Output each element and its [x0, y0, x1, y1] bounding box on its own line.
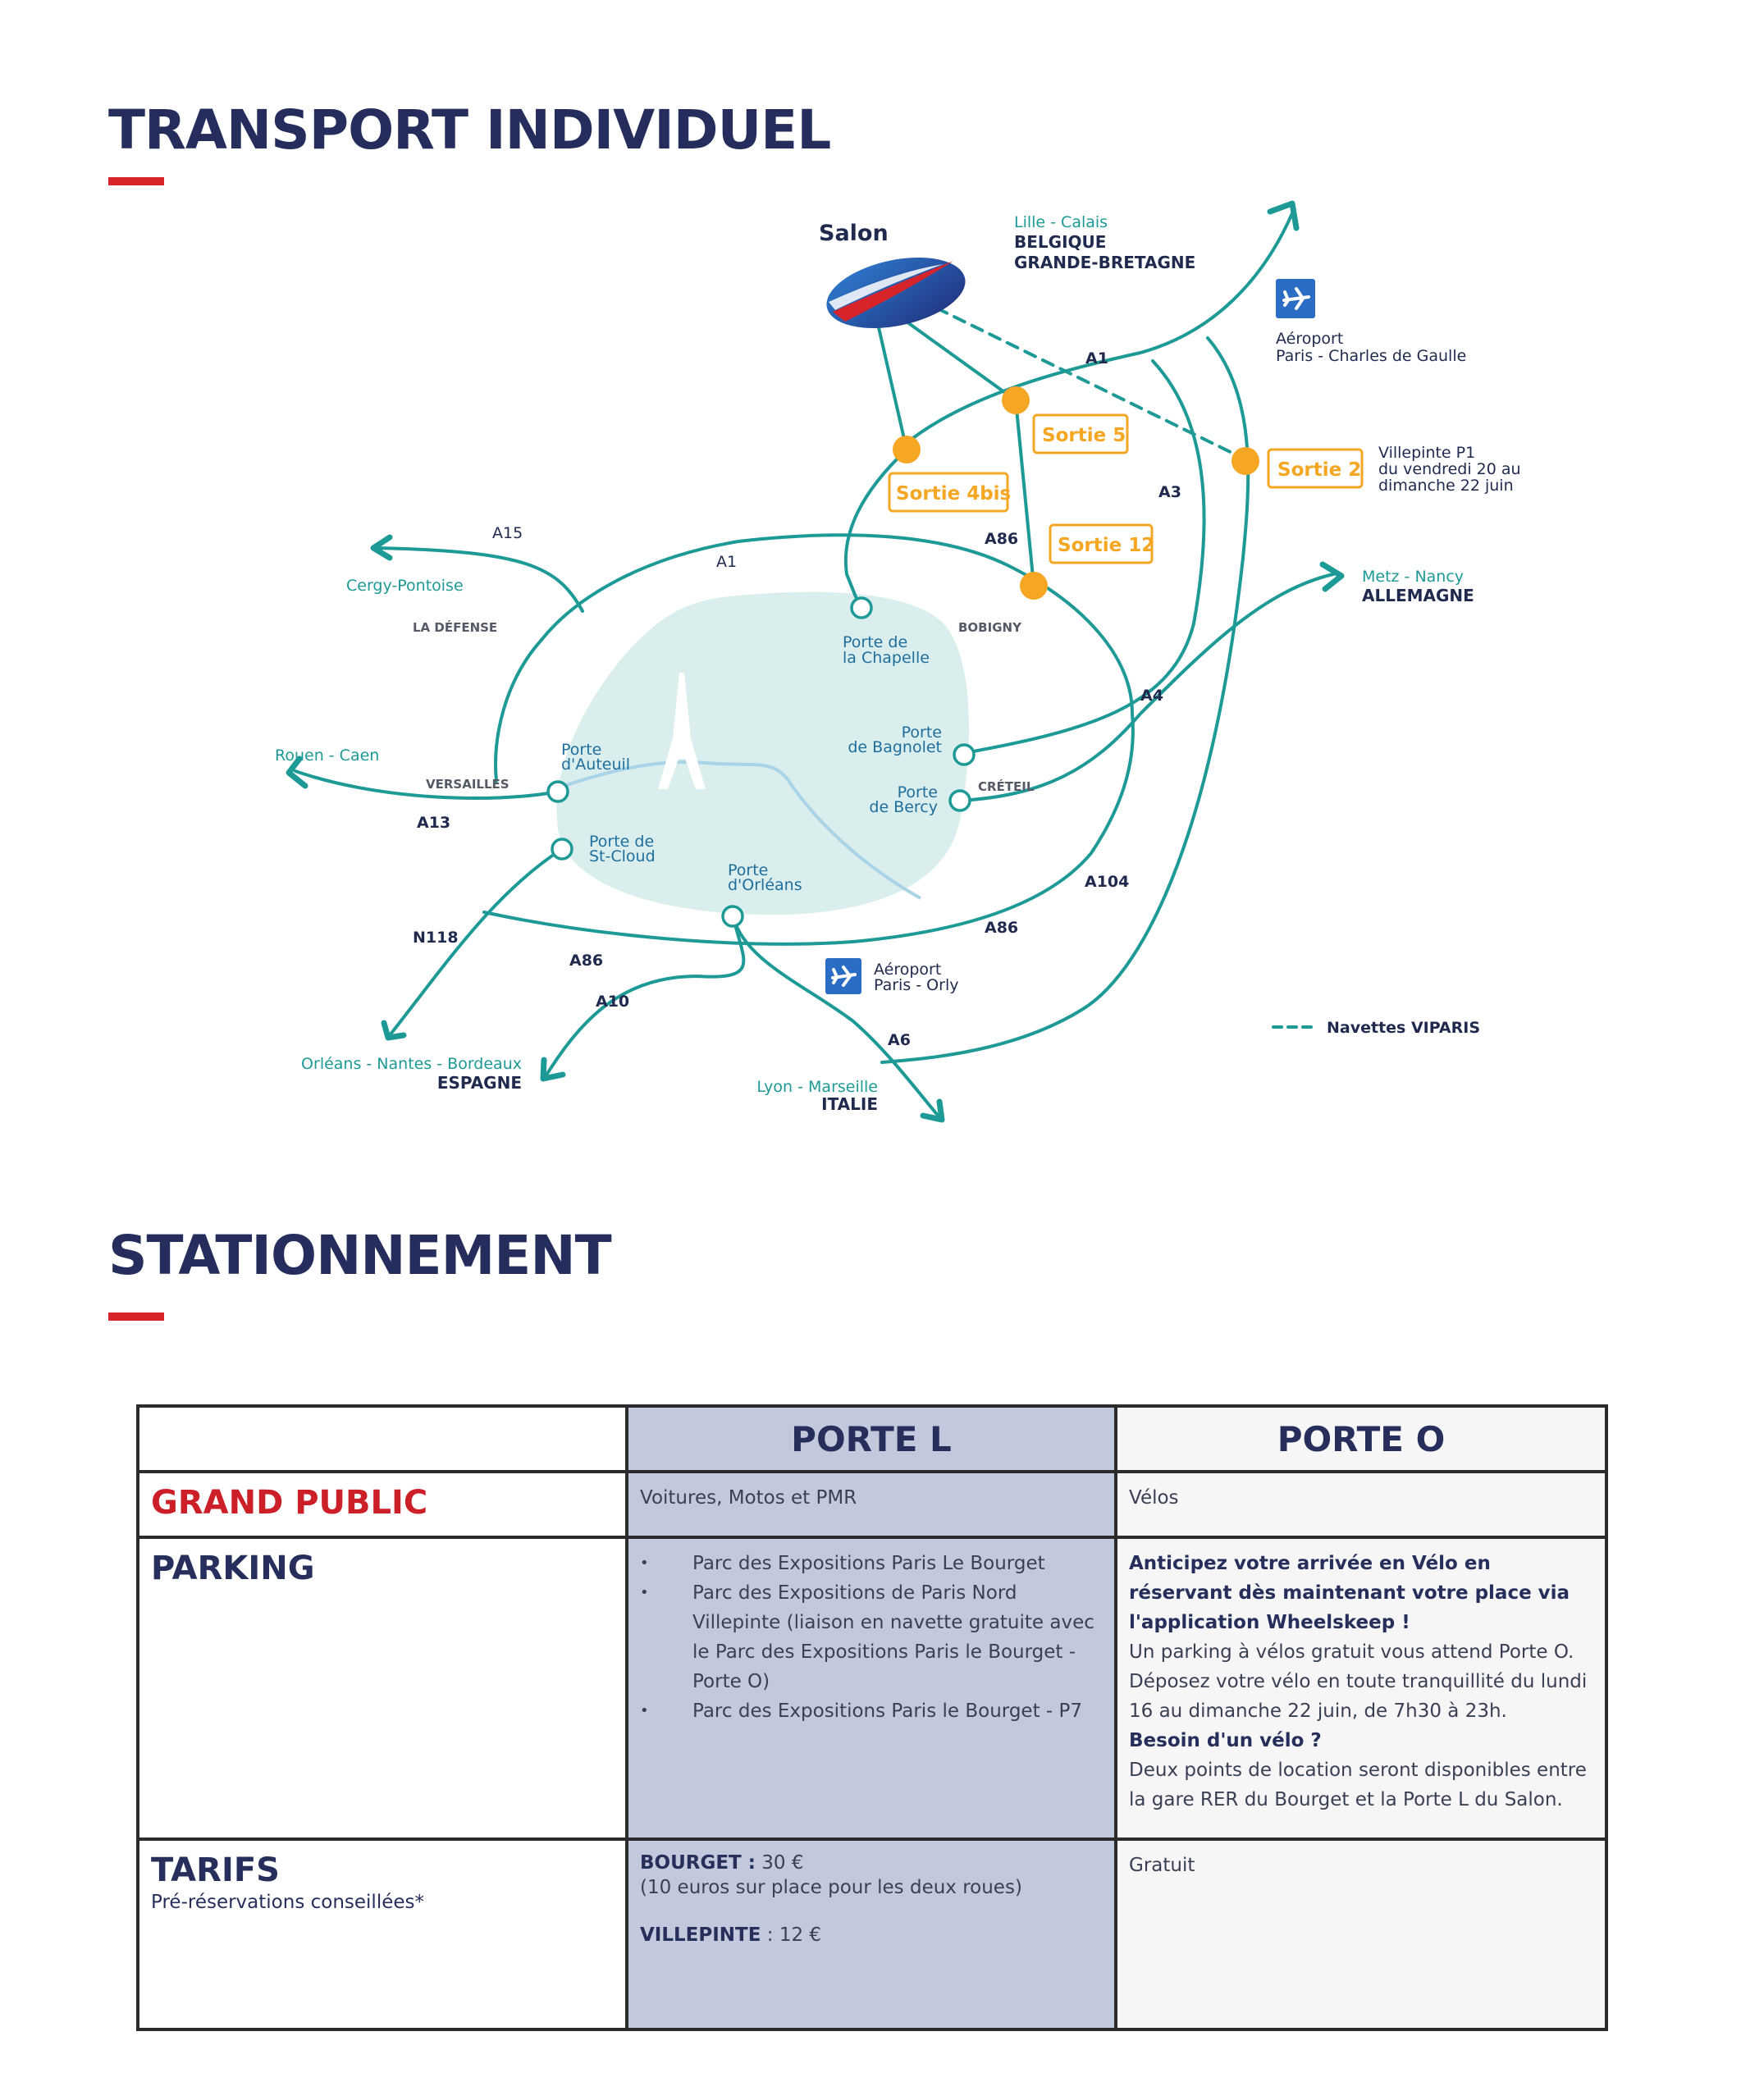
- tarifs-porte-o: Gratuit: [1116, 1839, 1606, 2029]
- bike-parking-info: Un parking à vélos gratuit vous attend Porte O. Déposez votre vélo en toute tranquillité du lundi 16 au dimanche 22 juin, de 7h30 à 23h.: [1129, 1641, 1588, 1722]
- label-parking: PARKING: [151, 1550, 315, 1587]
- bourget-label: BOURGET :: [640, 1852, 756, 1874]
- grand-public-porte-l: Voitures, Motos et PMR: [627, 1472, 1116, 1537]
- exit-label-5: Sortie 5: [1042, 425, 1126, 446]
- porte-bercy-2: de Bercy: [869, 798, 938, 816]
- porte-bagnolet-1: Porte: [901, 724, 942, 742]
- road-a4: A4: [1140, 687, 1163, 705]
- legend-navettes: Navettes VIPARIS: [1327, 1019, 1481, 1037]
- porte-stcloud-1: Porte de: [589, 833, 655, 851]
- exit-label-12: Sortie 12: [1058, 535, 1155, 556]
- road-a15: A15: [492, 524, 523, 542]
- place-la-defense: LA DÉFENSE: [413, 620, 498, 635]
- road-a3: A3: [1158, 483, 1181, 501]
- marker-porte-auteuil: [548, 782, 568, 801]
- cdg-line2: Paris - Charles de Gaulle: [1276, 347, 1467, 365]
- road-a10: A10: [596, 993, 630, 1011]
- grand-public-porte-o: Vélos: [1116, 1472, 1606, 1537]
- arrow-north-icon: [1270, 203, 1296, 228]
- header-empty: [138, 1406, 627, 1472]
- route-a10: [546, 915, 743, 1076]
- label-grand-public: GRAND PUBLIC: [151, 1484, 428, 1522]
- exit-dot-12: [1020, 572, 1048, 600]
- exit-label-2: Sortie 2: [1277, 459, 1362, 481]
- dest-belgique: BELGIQUE: [1014, 232, 1107, 252]
- villepinte-label: VILLEPINTE: [640, 1924, 761, 1946]
- place-creteil: CRÉTEIL: [978, 779, 1035, 794]
- bike-rental-info: Deux points de location seront disponibles entre la gare RER du Bourget et la Porte L du Salon.: [1129, 1760, 1587, 1810]
- road-n118: N118: [413, 929, 459, 947]
- villepinte-price: : 12 €: [761, 1924, 822, 1946]
- bike-rental-heading: Besoin d'un vélo ?: [1129, 1730, 1322, 1751]
- porte-orleans-1: Porte: [728, 861, 769, 879]
- marker-porte-orleans: [723, 906, 743, 926]
- bourget-price: 30 €: [755, 1852, 804, 1874]
- road-a86-top: A86: [985, 530, 1019, 548]
- cdg-line1: Aéroport: [1276, 330, 1344, 348]
- salon-logo: [820, 246, 972, 340]
- wheelskeep-promo: Anticipez votre arrivée en Vélo en réservant dès maintenant votre place via l'application Wheelskeep !: [1129, 1553, 1570, 1633]
- parking-list-item: • Parc des Expositions Paris Le Bourget: [692, 1549, 1103, 1578]
- dest-espagne: ESPAGNE: [436, 1073, 522, 1093]
- parking-table: [136, 1404, 1608, 2031]
- orly-line2: Paris - Orly: [874, 976, 959, 994]
- table-row-grand-public: [138, 1472, 1606, 1537]
- dest-orleans: Orléans - Nantes - Bordeaux: [301, 1055, 522, 1073]
- header-porte-o: PORTE O: [1116, 1406, 1606, 1472]
- parking-list-item: • Parc des Expositions de Paris Nord Villepinte (liaison en navette gratuite avec le Parc des Expositions Paris le Bourget - Porte O): [692, 1578, 1103, 1696]
- stationnement-title-underline: [108, 1312, 164, 1321]
- porte-stcloud-2: St-Cloud: [589, 847, 656, 865]
- dest-grande-bretagne: GRANDE-BRETAGNE: [1014, 253, 1196, 272]
- dest-cergy: Cergy-Pontoise: [346, 577, 464, 595]
- road-a86-bottom: A86: [985, 919, 1019, 937]
- road-a1-mid: A1: [716, 553, 738, 571]
- stationnement-title: STATIONNEMENT: [108, 1224, 611, 1287]
- table-row-tarifs: [138, 1839, 1606, 2029]
- label-tarifs: TARIFS: [151, 1851, 280, 1889]
- marker-porte-bagnolet: [954, 745, 974, 765]
- dest-allemagne: ALLEMAGNE: [1362, 586, 1474, 605]
- road-a1-top: A1: [1085, 349, 1108, 368]
- porte-chapelle-2: la Chapelle: [843, 649, 930, 667]
- airport-orly-icon: [825, 958, 861, 994]
- label-grand-public-cell: [138, 1472, 627, 1537]
- dest-rouen: Rouen - Caen: [275, 746, 380, 765]
- road-map: [0, 180, 1741, 1140]
- villepinte-line1: Villepinte P1: [1378, 444, 1476, 462]
- tarifs-porte-l: [627, 1839, 1116, 2029]
- villepinte-line3: dimanche 22 juin: [1378, 477, 1514, 495]
- exit-dot-2: [1231, 447, 1259, 475]
- label-parking-cell: [138, 1537, 627, 1839]
- place-versailles: VERSAILLES: [426, 777, 510, 792]
- exit-dot-4bis: [893, 436, 921, 463]
- bourget-note: (10 euros sur place pour les deux roues): [640, 1877, 1022, 1898]
- label-tarifs-sub: Pré-réservations conseillées*: [151, 1892, 424, 1913]
- airport-cdg-icon: [1276, 279, 1315, 318]
- label-tarifs-cell: [138, 1839, 627, 2029]
- porte-chapelle-1: Porte de: [843, 633, 908, 651]
- marker-porte-stcloud: [552, 839, 572, 859]
- road-a86-left: A86: [569, 952, 604, 970]
- transport-title: TRANSPORT INDIVIDUEL: [108, 98, 831, 162]
- header-porte-l: PORTE L: [627, 1406, 1116, 1472]
- porte-auteuil-2: d'Auteuil: [561, 756, 631, 774]
- route-salon-5: [898, 316, 1016, 400]
- dest-lyon: Lyon - Marseille: [756, 1078, 878, 1096]
- villepinte-line2: du vendredi 20 au: [1378, 460, 1521, 478]
- parking-porte-o: [1116, 1537, 1606, 1839]
- road-a6: A6: [888, 1031, 911, 1049]
- exit-label-4bis: Sortie 4bis: [896, 483, 1012, 504]
- dest-metz: Metz - Nancy: [1362, 568, 1465, 586]
- dest-lille: Lille - Calais: [1014, 213, 1108, 231]
- table-row-parking: [138, 1537, 1606, 1839]
- porte-orleans-2: d'Orléans: [728, 876, 802, 894]
- road-a104: A104: [1085, 873, 1130, 891]
- place-bobigny: BOBIGNY: [958, 620, 1021, 635]
- route-5-12: [1016, 400, 1034, 586]
- road-a13: A13: [417, 814, 451, 832]
- salon-label: Salon: [819, 221, 889, 246]
- parking-list-item: • Parc des Expositions Paris le Bourget - P7: [692, 1696, 1103, 1726]
- parking-list: [640, 1549, 1103, 1726]
- dest-italie: ITALIE: [821, 1094, 878, 1114]
- porte-bercy-1: Porte: [897, 783, 938, 801]
- marker-porte-chapelle: [852, 598, 871, 618]
- exit-dot-5: [1002, 386, 1030, 414]
- orly-line1: Aéroport: [874, 961, 942, 979]
- marker-porte-bercy: [950, 791, 970, 810]
- table-header-row: [138, 1406, 1606, 1472]
- porte-bagnolet-2: de Bagnolet: [848, 738, 942, 756]
- route-salon-4bis: [878, 324, 907, 450]
- parking-porte-l: [627, 1537, 1116, 1839]
- porte-auteuil-1: Porte: [561, 741, 602, 759]
